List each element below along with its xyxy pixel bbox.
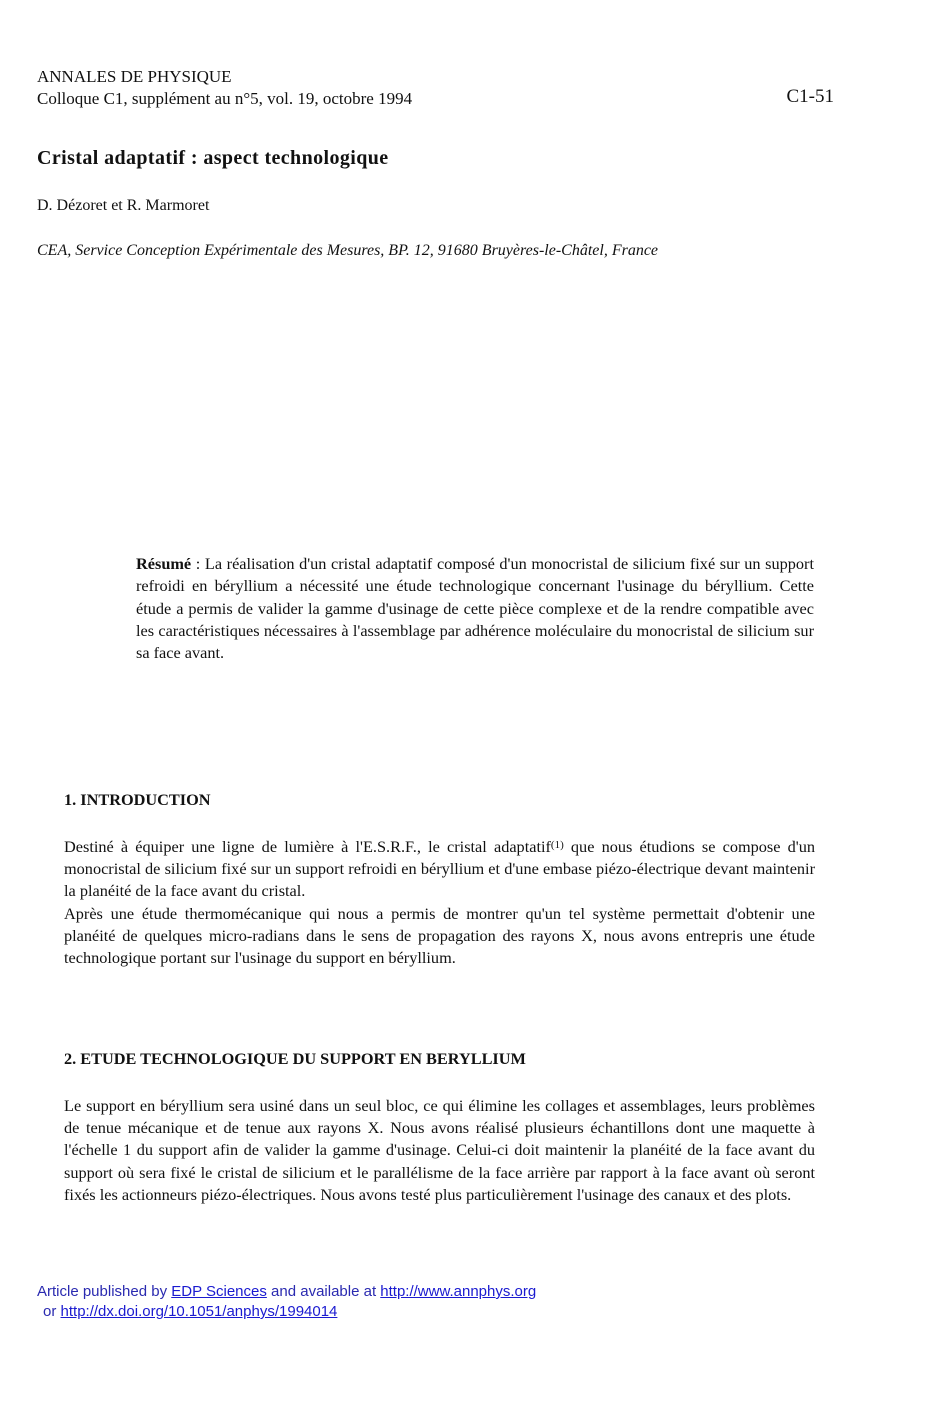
annphys-link[interactable]: http://www.annphys.org (380, 1283, 537, 1300)
footer-text-a: Article published by (37, 1283, 172, 1300)
footer-text-c: or (43, 1303, 61, 1320)
intro-paragraph-2: Après une étude thermomécanique qui nous a permis de montrer qu'un tel système permettait d'obtenir une planéité de quelques micro-radians dans le sens de propagation des rayons X, nous avons entrepris une étude technologique portant sur l'usinage du support en béryllium. (64, 903, 815, 968)
journal-name: ANNALES DE PHYSIQUE (37, 67, 232, 86)
footnote-ref: (1) (550, 839, 564, 851)
section-body-introduction (64, 836, 815, 969)
doi-link[interactable]: http://dx.doi.org/10.1051/anphys/1994014 (60, 1303, 338, 1320)
section-heading-beryllium: 2. ETUDE TECHNOLOGIQUE DU SUPPORT EN BERYLLIUM (64, 1049, 526, 1068)
journal-issue: Colloque C1, supplément au n°5, vol. 19, octobre 1994 (37, 89, 413, 108)
paper-title: Cristal adaptatif : aspect technologique (37, 147, 389, 169)
intro-p1-text-a: Destiné à équiper une ligne de lumière à l'E.S.R.F., le cristal adaptatif (64, 837, 551, 856)
abstract-text: : La réalisation d'un cristal adaptatif composé d'un monocristal de silicium fixé sur un support refroidi en béryllium a nécessité une étude technologique concernant l'usinage du béryllium. Cette étude a permis de valider la gamme d'usinage de cette pièce complexe et de la rendre compatible avec les caractéristiques nécessaires à l'assemblage par adhérence moléculaire du monocristal de silicium sur sa face avant. (136, 554, 814, 663)
footer-line-2 (37, 1302, 536, 1322)
page-number: C1-51 (786, 86, 834, 107)
abstract (136, 553, 814, 664)
abstract-label: Résumé (136, 554, 192, 573)
footer-line-1 (37, 1282, 536, 1302)
footer-text-b: and available at (266, 1283, 381, 1300)
authors: D. Dézoret et R. Marmoret (37, 197, 210, 214)
section-body-beryllium (64, 1095, 815, 1206)
intro-paragraph-1 (64, 836, 815, 903)
beryllium-paragraph-1: Le support en béryllium sera usiné dans un seul bloc, ce qui élimine les collages et assemblages, leurs problèmes de tenue mécanique et de tenue aux rayons X. Nous avons réalisé plusieurs échantillons dont une maquette à l'échelle 1 du support afin de valider la gamme d'usinage. Celui-ci doit maintenir la planéité de la face avant du support où sera fixé le cristal de silicium et le parallélisme de la face arrière par rapport à la face avant où seront fixés les actionneurs piézo-électriques. Nous avons testé plus particulièrement l'usinage des canaux et des plots. (64, 1096, 815, 1204)
journal-header (37, 66, 412, 110)
edp-sciences-link[interactable]: EDP Sciences (171, 1283, 267, 1300)
section-heading-introduction: 1. INTRODUCTION (64, 790, 211, 809)
affiliation: CEA, Service Conception Expérimentale des Mesures, BP. 12, 91680 Bruyères-le-Châtel, France (37, 242, 659, 259)
intro-p1-text-b: que nous étudions se compose d'un monocristal de silicium fixé sur un support refroidi en béryllium et d'une embase piézo-électrique devant maintenir la planéité de la face avant du cristal. (64, 837, 815, 901)
publication-footer (37, 1282, 536, 1322)
